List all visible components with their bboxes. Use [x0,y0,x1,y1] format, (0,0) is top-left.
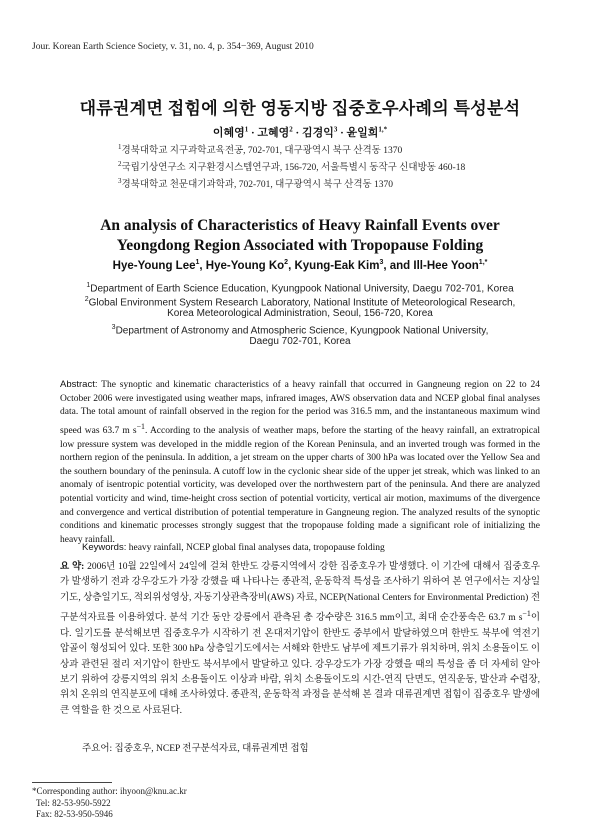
author-sup: 2 [289,125,293,134]
english-affiliation-cont: Korea Meteorological Administration, Seoul, 156-720, Korea [167,308,433,319]
english-author: Hye-Young Ko [205,259,285,272]
fax: Fax: 82-53-950-5946 [36,809,113,819]
english-title-line: Yeongdong Region Associated with Tropopause Folding [116,237,484,254]
affiliation-text: Global Environment System Research Laboratory, National Institute of Meteorological Research, [88,297,516,309]
author-separator: · [248,127,258,139]
telephone: Tel: 82-53-950-5922 [36,797,111,808]
korean-affiliation [118,159,465,173]
affiliation-sup: 1 [118,142,122,151]
korean-author: 고혜영 [257,127,290,139]
affiliation-sup: 2 [84,296,89,303]
english-author: Kyung-Eak Kim [294,259,380,272]
author-sup: 3 [333,125,338,134]
corresponding-author: *Corresponding author: ihyoon@knu.ac.kr [32,786,187,796]
footnote-rule [32,782,112,783]
unit-superscript: −1 [136,421,145,431]
affiliation-sup: 1 [86,282,91,289]
keywords [82,542,385,553]
affiliation-text: 경북대학교 지구과학교육전공, 702-701, 대구광역시 북구 산격동 1370 [121,146,403,156]
author-separator: · [337,127,347,139]
keywords-text: heavy rainfall, NCEP global final analyses data, tropopause folding [126,543,385,553]
english-author: Ill-Hee Yoon [413,259,479,272]
korean-keywords-text: 집중호우, NCEP 전구분석자료, 대류권계면 접힘 [112,744,309,754]
keywords-label: Keywords: [82,542,127,553]
author-sup: 1,* [478,259,488,266]
author-sup: 3 [379,259,384,266]
korean-authors [0,124,600,140]
unit-superscript: −1 [522,609,531,619]
korean-affiliation [118,176,393,190]
english-author: Hye-Young Lee [112,259,196,272]
abstract-label: Abstract: [60,379,98,390]
korean-author: 이혜영 [212,127,245,139]
author-sup: 1 [244,125,249,134]
affiliation-sup: 3 [118,176,122,185]
author-separator: · [292,127,302,139]
correspondence-footnote [32,786,187,821]
korean-keywords [82,740,309,754]
affiliation-text: Department of Astronomy and Atmospheric Science, Kyungpook National University, [115,325,489,337]
journal-citation: Jour. Korean Earth Science Society, v. 31, no. 4, p. 354−369, August 2010 [32,42,314,52]
korean-author: 김경익 [301,127,334,139]
abstract-text-cont: . According to the analysis of weather maps, before the starting of the heavy rainfall, an extratropical low pressure system was developed in the middle region of the Korean Peninsula, and an inverted trough was formed in the northern region of the peninsula. In addition, a jet stream on the upper charts of 300 hPa was located over the Yellow Sea and the southern boundary of the peninsula. A cutoff low in the cyclonic shear side of the upper jet streak, which was linked to an anomaly of isentropic potential vorticity, was developed over the northwestern part of the peninsula. And there are analyzed potential vorticity and wind, time-height cross section of potential vorticity, vertical air motion, maximums of the divergence and convergence and vertical distribution of potential temperature in Gangneung region. The analyzed results of the synoptic conditions and kinematic processes strongly suggest that the tropopause folding made a significant role of initializing the heavy rainfall. [60,425,540,545]
author-sup: 2 [284,259,289,266]
korean-abstract [60,560,540,719]
korean-abstract-text: 2006년 10월 22일에서 24일에 걸쳐 한반도 강릉지역에서 강한 집중호우가 발생했다. 이 기간에 대해서 집중호우가 발생하기 전과 강우강도가 가장 강했을 때 나타나는 종관적, 운동학적 특성을 조사하기 위하여 본 연구에서는 지상일기도, 상층일기도, 적외위성영상, 자동기상관측장비(AWS) 자료, NCEP(National Centers for Environmental Prediction) 전구분석자료를 이용하였다. 분석 기간 동안 강릉에서 관측된 총 강수량은 316.5 mm이고, 최대 순간풍속은 63.7 m s [60,562,540,624]
korean-title: 대류권계면 접힘에 의한 영동지방 집중호우사례의 특성분석 [79,99,521,118]
korean-author: 윤일희 [346,127,379,139]
affiliation-sup: 2 [118,159,122,168]
english-title-line: An analysis of Characteristics of Heavy Rainfall Events over [100,217,500,234]
affiliation-text: Department of Earth Science Education, Kyungpook National University, Daegu 702-701, Korea [90,283,514,295]
affiliation-text: 경북대학교 천문대기과학과, 702-701, 대구광역시 북구 산격동 1370 [121,180,394,190]
abstract [60,378,540,547]
korean-abstract-text-cont: 이다. 일기도를 분석해보면 집중호우가 시작하기 전 온대저기압이 한반도 중부에서 발달하였으며 한반도 북부에 역전기압골이 형성되어 있다. 또한 300 hPa 상층일기도에서는 서해와 한반도 남부에 제트기류가 위치하며, 위치 소용돌이도 이상과 관련된 절리 저기압이 한반도 북서부에서 발달하고 있다. 강우강도가 가장 강했을 때의 특성을 좀 더 자세히 알아보기 위하여 강릉지역의 위치 소용돌이도 이상과 바람, 위치 소용돌이도의 시간-연직 단면도, 연직운동, 발산과 수렴장, 위치 온위의 연직분포에 대해 조사하였다. 종관적, 운동학적 과정을 분석해 본 결과 대류권계면 접힘이 집중호우 발생에 큰 역할을 한 것으로 사료된다. [60,613,540,716]
abstract-text: The synoptic and kinematic characteristics of a heavy rainfall that occurred in Gangneung region on 22 to 24 October 2006 were investigated using weather maps, infrared images, AWS observation data and NCEP global final analyses data. The total amount of rainfall observed in the region for the period was 316.5 mm, and the instantaneous maximum wind speed was 63.7 m s [60,380,540,436]
author-sup: 1 [195,259,200,266]
affiliation-sup: 3 [111,324,116,331]
affiliation-text: 국립기상연구소 지구환경시스템연구과, 156-720, 서울특별시 동작구 신대방동 460-18 [121,163,466,173]
korean-affiliation [118,142,402,156]
english-authors: Hye-Young Lee$^1$, Hye-Young Ko$^2$, Kyung-Eak Kim$^3$, and Ill-Hee Yoon$^{1,*}$ [112,259,488,272]
english-affiliation-cont: Daegu 702-701, Korea [249,336,351,347]
english-title [40,216,560,256]
korean-keywords-label: 주요어: [82,744,113,754]
korean-abstract-label: 요 약: [60,562,85,572]
author-sup: 1,* [378,125,388,134]
